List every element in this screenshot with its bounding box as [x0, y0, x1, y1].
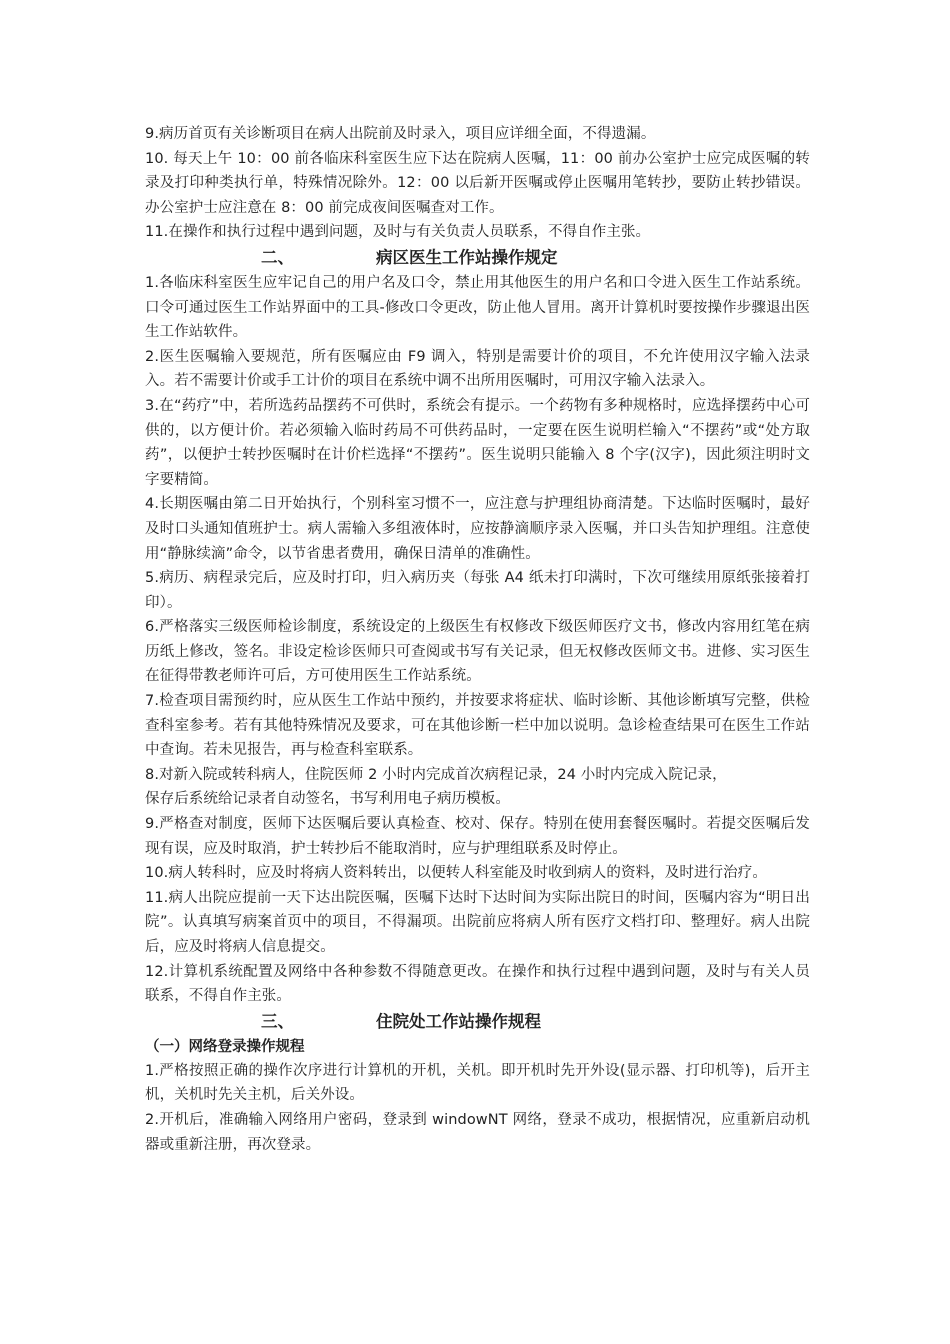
- document-page: [145, 122, 810, 1157]
- paragraph-1-9: 9.病历首页有关诊断项目在病人出院前及时录入，项目应详细全面，不得遗漏。: [145, 126, 656, 142]
- paragraph-2-6: 6.严格落实三级医师检诊制度，系统设定的上级医生有权修改下级医师医疗文书，修改内容用红笔在病历纸上修改，签名。非设定检诊医师只可查阅或书写有关记录，但无权修改医师文书。进修、实习医生在征得带教老师许可后，方可使用医生工作站系统。: [145, 619, 810, 685]
- paragraph-2-10: 10.病人转科时，应及时将病人资料转出，以便转人科室能及时收到病人的资料，及时进行治疗。: [145, 865, 767, 882]
- paragraph-2-5: 5.病历、病程录完后，应及时打印，归入病历夹（每张 A4 纸未打印满时，下次可继续用原纸张接着打印）。: [145, 570, 810, 611]
- section-2-number: 二、: [261, 247, 294, 267]
- section-3-subheading: （一）网络登录操作规程: [145, 1038, 305, 1055]
- paragraph-2-11: 11.病人出院应提前一天下达出院医嘱，医嘱下达时下达时间为实际出院日的时间，医嘱内容为“明日出院”。认真填写病案首页中的项目，不得漏项。出院前应将病人所有医疗文档打印、整理好。病人出院后，应及时将病人信息提交。: [145, 889, 810, 955]
- section-3-heading: [145, 1009, 810, 1035]
- paragraph-1-11: 11.在操作和执行过程中遇到问题，及时与有关负责人员联系，不得自作主张。: [145, 224, 651, 241]
- paragraph-2-3: 3.在“药疗”中，若所选药品摆药不可供时，系统会有提示。一个药物有多种规格时，应选择摆药中心可供的，以方便计价。若必须输入临时药局不可供药品时，一定要在医生说明栏输入“不摆药”或“处方取药”，以便护士转抄医嘱时在计价栏选择“不摆药”。医生说明只能输入 8 个字(汉字)，因此须注明时文字要精简。: [145, 397, 810, 488]
- section-3-title: 住院处工作站操作规程: [376, 1011, 541, 1031]
- paragraph-2-8: 8.对新入院或转科病人，住院医师 2 小时内完成首次病程记录，24 小时内完成入院记录， 保存后系统给记录者自动签名，书写利用电子病历模板。: [145, 766, 727, 808]
- paragraph-2-2: 2.医生医嘱输入要规范，所有医嘱应由 F9 调入，特别是需要计价的项目，不允许使用汉字输入法录入。若不需要计价或手工计价的项目在系统中调不出所用医嘱时，可用汉字输入法录入。: [145, 348, 810, 390]
- paragraph-2-4: 4.长期医嘱由第二日开始执行，个别科室习惯不一，应注意与护理组协商清楚。下达临时医嘱时，最好及时口头通知值班护士。病人需输入多组液体时，应按静滴顺序录入医嘱，并口头告知护理组。注意使用“静脉续滴”命令，以节省患者费用，确保日清单的准确性。: [145, 496, 810, 562]
- paragraph-1-10: 10. 每天上午 10：00 前各临床科室医生应下达在院病人医嘱，11：00 前办公室护士应完成医嘱的转录及打印种类执行单，特殊情况除外。12：00 以后新开医嘱或停止医嘱用笔转抄，要防止转抄错误。办公室护士应注意在 8：00 前完成夜间医嘱查对工作。: [145, 150, 810, 216]
- section-2-title: 病区医生工作站操作规定: [376, 247, 558, 267]
- paragraph-3-1: 1.严格按照正确的操作次序进行计算机的开机，关机。即开机时先开外设(显示器、打印机等)，后开主机，关机时先关主机，后关外设。: [145, 1062, 810, 1104]
- paragraph-2-1: 1.各临床科室医生应牢记自己的用户名及口令，禁止用其他医生的用户名和口令进入医生工作站系统。口令可通过医生工作站界面中的工具-修改口令更改，防止他人冒用。离开计算机时要按操作步骤退出医生工作站软件。: [145, 274, 810, 341]
- paragraph-2-7: 7.检查项目需预约时，应从医生工作站中预约，并按要求将症状、临时诊断、其他诊断填写完整，供检查科室参考。若有其他特殊情况及要求，可在其他诊断一栏中加以说明。急诊检查结果可在医生工作站中查询。若未见报告，再与检查科室联系。: [145, 693, 810, 759]
- paragraph-2-12: 12.计算机系统配置及网络中各种参数不得随意更改。在操作和执行过程中遇到问题，及时与有关人员联系，不得自作主张。: [145, 963, 810, 1005]
- paragraph-2-9: 9.严格查对制度，医师下达医嘱后要认真检查、校对、保存。特别在使用套餐医嘱时。若提交医嘱后发现有误，应及时取消，护士转抄后不能取消时，应与护理组联系及时停止。: [145, 816, 810, 857]
- section-2-heading: [145, 245, 810, 271]
- paragraph-3-2: 2.开机后，准确输入网络用户密码，登录到 windowNT 网络，登录不成功，根据情况，应重新启动机器或重新注册，再次登录。: [145, 1111, 810, 1153]
- section-3-number: 三、: [261, 1011, 294, 1031]
